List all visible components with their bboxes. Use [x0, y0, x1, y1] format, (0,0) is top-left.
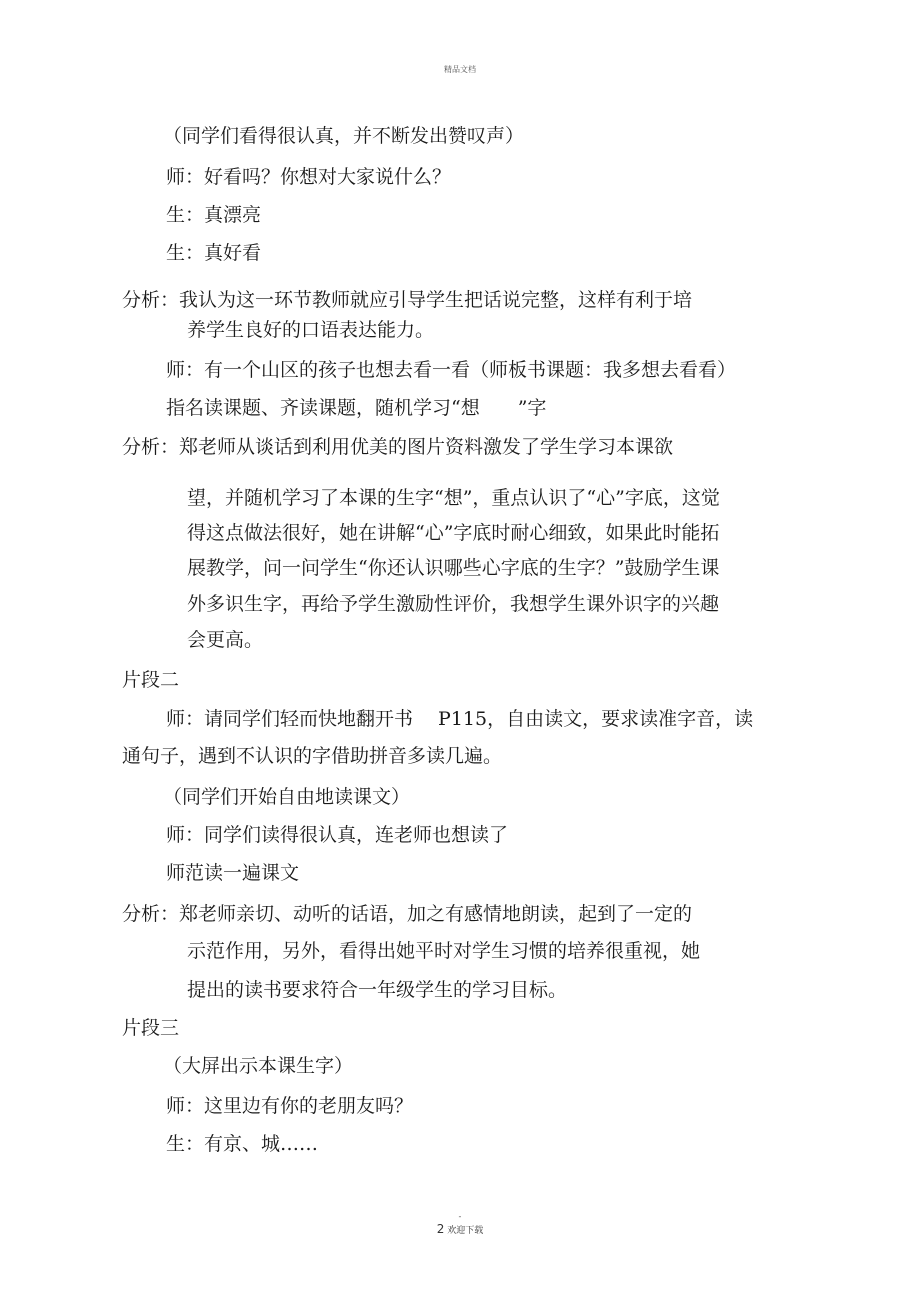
text-line: （同学们开始自由地读课文） — [163, 786, 411, 808]
text-line: 得这点做法很好，她在讲解“心”字底时耐心细致，如果此时能拓 — [187, 522, 720, 544]
page-header: 精品文档 — [444, 65, 476, 74]
text-line: 师范读一遍课文 — [166, 862, 300, 884]
text-line: 示范作用，另外，看得出她平时对学生习惯的培养很重视，她 — [187, 940, 701, 962]
section-heading: 片段二 — [122, 669, 180, 691]
text-line: 师：有一个山区的孩子也想去看一看（师板书课题：我多想去看看） — [166, 359, 737, 381]
page-number: 2 — [436, 1222, 445, 1236]
text-line: 展教学，问一问学生“你还认识哪些心字底的生字？”鼓励学生课 — [187, 557, 720, 579]
text-line: （大屏出示本课生字） — [163, 1055, 354, 1077]
text-line: 望，并随机学习了本课的生字“想”，重点认识了“心”字底，这觉 — [187, 487, 720, 509]
text-line: 分析：郑老师亲切、动听的话语，加之有感情地朗读，起到了一定的 — [122, 903, 693, 925]
text-line: 通句子，遇到不认识的字借助拼音多读几遍。 — [122, 745, 503, 767]
footer-mark: - — [458, 1212, 462, 1221]
text-line: 分析：我认为这一环节教师就应引导学生把话说完整，这样有利于培 — [122, 289, 693, 311]
page-footer — [0, 1222, 920, 1236]
text-line: 外多识生字，再给予学生激励性评价，我想学生课外识字的兴趣 — [187, 593, 720, 615]
section-heading: 片段三 — [122, 1017, 180, 1039]
text-line: 分析：郑老师从谈话到利用优美的图片资料激发了学生学习本课欲 — [122, 436, 674, 458]
text-line: 师：好看吗？你想对大家说什么？ — [166, 166, 452, 188]
text-line: 养学生良好的口语表达能力。 — [187, 319, 435, 341]
text-line: 提出的读书要求符合一年级学生的学习目标。 — [187, 979, 568, 1001]
text-line: 会更高。 — [187, 629, 264, 651]
text-line: 指名读课题、齐读课题，随机学习“想 ”字 — [166, 397, 547, 419]
text-line: 生：真漂亮 — [166, 204, 262, 226]
footer-text: 欢迎下载 — [447, 1226, 484, 1236]
text-line: 师：这里边有你的老朋友吗？ — [166, 1095, 414, 1117]
text-line: 生：有京、城…… — [166, 1133, 319, 1155]
text-line: （同学们看得很认真，并不断发出赞叹声） — [163, 125, 525, 147]
text-line: 师：同学们读得很认真，连老师也想读了 — [166, 824, 509, 846]
text-line: 师：请同学们轻而快地翻开书 P115，自由读文，要求读准字音，读 — [166, 708, 754, 730]
text-line: 生：真好看 — [166, 242, 262, 264]
